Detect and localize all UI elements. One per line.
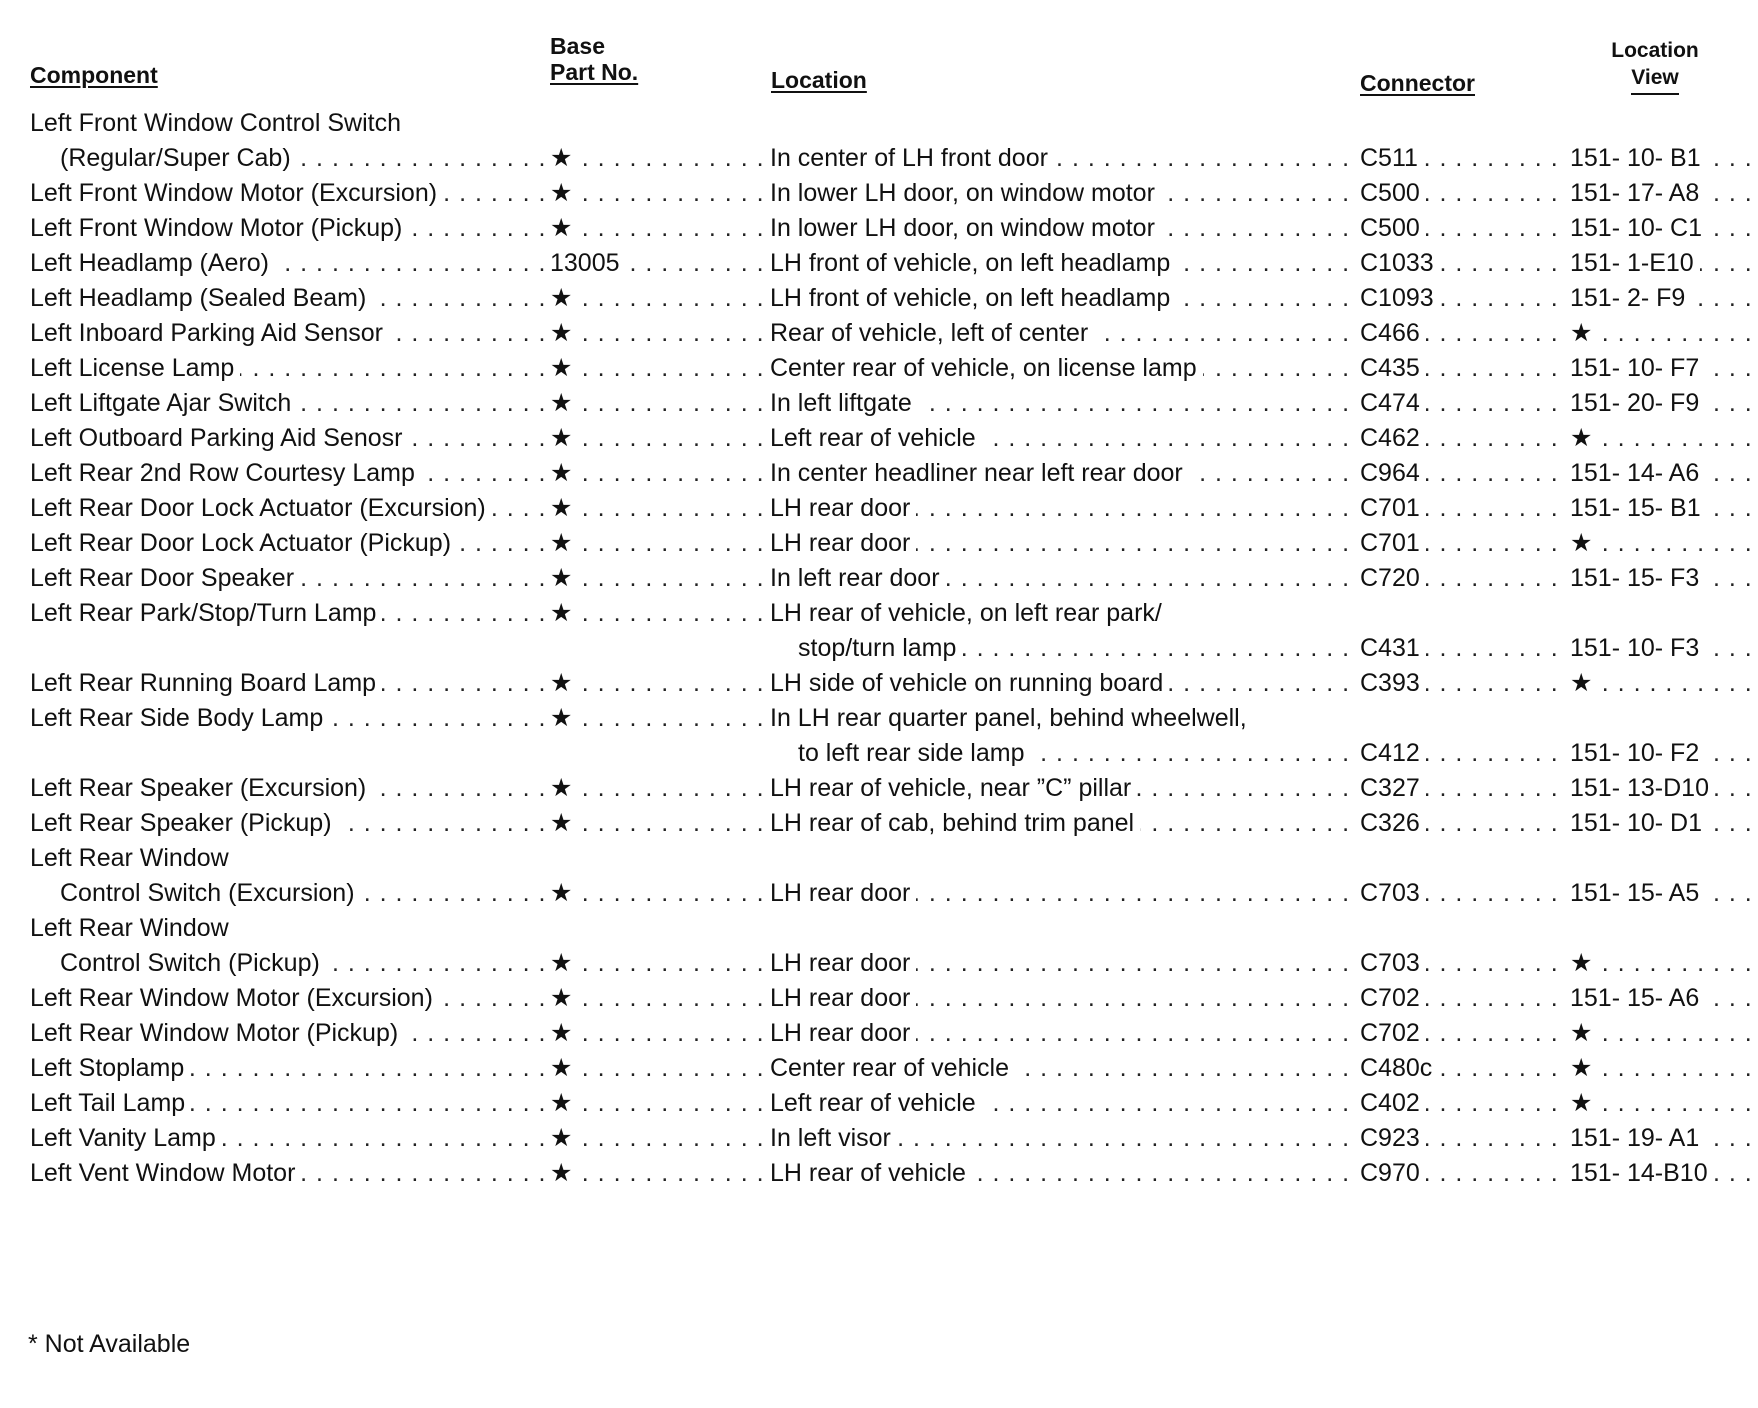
location-cell [770,1121,1350,1155]
location-view-cell [1570,981,1758,1015]
connector-cell-text: C431 [1360,634,1426,662]
location-view-cell-text: ★ [1570,1054,1598,1082]
component-cell [30,106,550,140]
component-cell [30,771,550,805]
location-view-cell-text: 151- 19- A1 [1570,1124,1705,1152]
location-cell-text: In left visor [770,1124,897,1152]
connector-cell-text: C1033 [1360,249,1440,277]
location-cell-text: LH rear door [770,984,916,1012]
base-part-cell [550,1156,762,1190]
location-cell-text: Left rear of vehicle [770,1089,982,1117]
component-cell [30,561,550,595]
location-cell [770,351,1350,385]
location-cell [770,596,1350,630]
component-cell-text: Left Headlamp (Aero) [30,249,275,277]
component-cell-text: Left Rear Door Speaker [30,564,300,592]
location-cell-text: LH rear door [770,1019,916,1047]
connector-cell-text: C703 [1360,879,1426,907]
location-view-cell [1570,211,1758,245]
location-cell [770,981,1350,1015]
component-cell [30,596,550,630]
location-cell [770,141,1350,175]
location-view-cell [1570,1016,1758,1050]
base-part-cell-text: ★ [550,1159,578,1187]
location-view-cell [1570,876,1758,910]
component-cell [30,211,550,245]
connector-cell [1360,456,1566,490]
header-location: Location [771,67,867,93]
location-cell [770,1156,1350,1190]
component-cell [30,806,550,840]
base-part-cell [550,421,762,455]
connector-cell [1360,946,1566,980]
connector-cell-text: C1093 [1360,284,1440,312]
component-cell [30,911,550,945]
location-cell [770,1051,1350,1085]
location-cell-text: to left rear side lamp [770,739,1031,767]
location-cell-text: LH rear door [770,949,916,977]
connector-cell-text: C500 [1360,179,1426,207]
location-view-cell [1570,771,1758,805]
component-cell-text: Left Front Window Motor (Pickup) [30,214,408,242]
location-view-cell-text: 151- 14- A6 [1570,459,1705,487]
base-part-cell-text: ★ [550,214,578,242]
connector-cell-text: C701 [1360,529,1426,557]
connector-cell [1360,1016,1566,1050]
connector-cell [1360,246,1566,280]
connector-cell-text: C402 [1360,1089,1426,1117]
location-cell [770,176,1350,210]
component-cell-text: Left Rear Side Body Lamp [30,704,329,732]
component-cell-text: Control Switch (Pickup) [30,949,326,977]
base-part-cell-text: ★ [550,599,578,627]
location-view-cell-text: 151- 14-B10 [1570,1159,1714,1187]
connector-cell-text: C462 [1360,424,1426,452]
base-part-cell-text: ★ [550,879,578,907]
location-view-cell [1570,1051,1758,1085]
location-view-cell [1570,806,1758,840]
connector-cell-text: C474 [1360,389,1426,417]
base-part-cell [550,456,762,490]
location-cell [770,631,1350,665]
location-view-cell-text: 151- 10- B1 [1570,144,1707,172]
base-part-cell [550,701,762,735]
location-cell [770,526,1350,560]
connector-cell [1360,876,1566,910]
base-part-cell [550,141,762,175]
base-part-cell [550,981,762,1015]
component-cell-text: Left Front Window Control Switch [30,109,407,137]
component-cell-text: Left Stoplamp [30,1054,190,1082]
connector-cell [1360,491,1566,525]
base-part-cell-text: ★ [550,144,578,172]
component-cell-text: Left Rear Park/Stop/Turn Lamp [30,599,382,627]
location-cell-text: Center rear of vehicle [770,1054,1015,1082]
component-cell-text: Left Inboard Parking Aid Sensor [30,319,389,347]
base-part-cell [550,281,762,315]
component-cell [30,281,550,315]
location-cell [770,421,1350,455]
location-cell [770,1016,1350,1050]
location-view-cell [1570,631,1758,665]
location-cell-text: In lower LH door, on window motor [770,214,1161,242]
connector-cell-text: C923 [1360,1124,1426,1152]
component-cell-text: Left Liftgate Ajar Switch [30,389,297,417]
header-base-line2: Part No. [550,59,639,85]
header-component: Component [30,62,158,88]
component-cell [30,666,550,700]
location-view-cell [1570,1156,1758,1190]
component-cell-text: Left Rear Window Motor (Pickup) [30,1019,404,1047]
base-part-cell [550,1086,762,1120]
component-cell-text: Left Rear Window [30,914,235,942]
location-cell-text: LH rear door [770,494,916,522]
connector-cell [1360,421,1566,455]
location-view-cell-text: 151- 15- A5 [1570,879,1705,907]
component-cell [30,1086,550,1120]
connector-cell [1360,561,1566,595]
base-part-cell-text: 13005 [550,249,626,277]
location-view-cell [1570,246,1758,280]
base-part-cell-text: ★ [550,984,578,1012]
location-cell-text: In lower LH door, on window motor [770,179,1161,207]
location-view-cell-text: 151- 17- A8 [1570,179,1705,207]
location-view-cell-text: 151- 13-D10 [1570,774,1715,802]
base-part-cell [550,491,762,525]
component-cell [30,876,550,910]
connector-cell [1360,281,1566,315]
base-part-cell [550,316,762,350]
connector-cell-text: C964 [1360,459,1426,487]
location-view-cell-text: ★ [1570,1089,1598,1117]
component-cell [30,526,550,560]
base-part-cell [550,246,762,280]
connector-cell [1360,1156,1566,1190]
base-part-cell [550,876,762,910]
location-cell [770,946,1350,980]
connector-cell-text: C511 [1360,144,1424,172]
connector-cell-text: C327 [1360,774,1426,802]
location-view-cell-text: 151- 20- F9 [1570,389,1705,417]
base-part-cell-text: ★ [550,284,578,312]
connector-cell-text: C480c [1360,1054,1438,1082]
component-cell-text: Left Rear 2nd Row Courtesy Lamp [30,459,421,487]
location-view-cell [1570,736,1758,770]
location-cell-text: LH rear of cab, behind trim panel [770,809,1140,837]
footnote: * Not Available [28,1330,191,1358]
connector-cell [1360,806,1566,840]
component-cell [30,946,550,980]
component-cell-text: Control Switch (Excursion) [30,879,361,907]
base-part-cell-text: ★ [550,1054,578,1082]
location-view-cell-text: ★ [1570,949,1598,977]
base-part-cell-text: ★ [550,459,578,487]
header-view-line1: Location [1611,39,1699,62]
component-cell [30,981,550,1015]
base-part-cell-text: ★ [550,354,578,382]
location-view-cell-text: 151- 10- F2 [1570,739,1705,767]
connector-cell [1360,386,1566,420]
connector-cell [1360,526,1566,560]
location-view-cell [1570,491,1758,525]
base-part-cell-text: ★ [550,809,578,837]
base-part-cell [550,946,762,980]
component-cell-text: Left Front Window Motor (Excursion) [30,179,443,207]
location-cell [770,386,1350,420]
component-cell [30,1156,550,1190]
location-view-cell [1570,351,1758,385]
component-cell [30,841,550,875]
component-cell-text: Left License Lamp [30,354,240,382]
location-cell-text: LH front of vehicle, on left headlamp [770,284,1176,312]
component-cell-text: Left Rear Door Lock Actuator (Excursion) [30,494,492,522]
base-part-cell-text: ★ [550,389,578,417]
location-cell [770,561,1350,595]
base-part-cell-text: ★ [550,774,578,802]
connector-cell [1360,141,1566,175]
connector-cell-text: C500 [1360,214,1426,242]
component-cell [30,1051,550,1085]
base-part-cell-text: ★ [550,669,578,697]
component-cell-text: Left Rear Window Motor (Excursion) [30,984,439,1012]
location-view-cell [1570,1086,1758,1120]
component-cell-text: Left Rear Running Board Lamp [30,669,382,697]
location-cell-text: In center headliner near left rear door [770,459,1189,487]
location-view-cell [1570,946,1758,980]
connector-cell [1360,1086,1566,1120]
location-cell-text: LH front of vehicle, on left headlamp [770,249,1176,277]
location-view-cell [1570,281,1758,315]
component-cell-text: Left Outboard Parking Aid Senosr [30,424,408,452]
header-connector: Connector [1360,70,1475,96]
connector-cell-text: C701 [1360,494,1426,522]
connector-cell [1360,1051,1566,1085]
location-view-cell [1570,561,1758,595]
component-cell [30,176,550,210]
location-view-cell [1570,666,1758,700]
location-cell [770,806,1350,840]
component-cell [30,456,550,490]
location-cell [770,316,1350,350]
component-cell [30,351,550,385]
connector-cell [1360,981,1566,1015]
component-cell-text: Left Headlamp (Sealed Beam) [30,284,372,312]
base-part-cell-text: ★ [550,949,578,977]
base-part-cell-text: ★ [550,529,578,557]
location-view-cell-text: 151- 2- F9 [1570,284,1691,312]
component-cell [30,701,550,735]
location-cell [770,666,1350,700]
location-view-cell-text: 151- 15- A6 [1570,984,1705,1012]
component-cell [30,421,550,455]
base-part-cell [550,561,762,595]
location-view-cell [1570,386,1758,420]
connector-cell-text: C412 [1360,739,1426,767]
connector-cell [1360,771,1566,805]
base-part-cell [550,351,762,385]
connector-cell-text: C393 [1360,669,1426,697]
location-cell-text: LH rear door [770,529,916,557]
location-view-cell-text: 151- 10- F3 [1570,634,1705,662]
base-part-cell [550,526,762,560]
header-base-line1: Base [550,33,605,59]
component-cell-text: Left Vent Window Motor [30,1159,301,1187]
component-cell-text: Left Rear Speaker (Excursion) [30,774,372,802]
connector-cell [1360,211,1566,245]
location-view-cell-text: 151- 15- B1 [1570,494,1707,522]
location-view-cell [1570,526,1758,560]
location-cell-text: LH rear door [770,879,916,907]
connector-cell [1360,631,1566,665]
location-cell-text: In center of LH front door [770,144,1054,172]
location-cell [770,211,1350,245]
location-view-cell-text: 151- 10- F7 [1570,354,1705,382]
base-part-cell-text: ★ [550,1124,578,1152]
component-cell [30,1016,550,1050]
base-part-cell-text: ★ [550,179,578,207]
location-cell-text: LH rear of vehicle, on left rear park/ [770,599,1168,627]
location-cell-text: Center rear of vehicle, on license lamp [770,354,1203,382]
base-part-cell [550,806,762,840]
location-view-cell [1570,176,1758,210]
base-part-cell-text: ★ [550,494,578,522]
location-view-cell [1570,421,1758,455]
location-cell-text: LH side of vehicle on running board [770,669,1169,697]
component-cell [30,316,550,350]
connector-cell-text: C970 [1360,1159,1426,1187]
base-part-cell [550,176,762,210]
base-part-cell-text: ★ [550,1019,578,1047]
connector-cell [1360,736,1566,770]
connector-cell [1360,1121,1566,1155]
connector-cell-text: C466 [1360,319,1426,347]
base-part-cell-text: ★ [550,704,578,732]
connector-cell-text: C702 [1360,984,1426,1012]
component-cell [30,491,550,525]
location-cell-text: LH rear of vehicle, near ”C” pillar [770,774,1137,802]
location-cell-text: In left rear door [770,564,946,592]
location-cell-text: Left rear of vehicle [770,424,982,452]
location-view-cell-text: ★ [1570,529,1598,557]
location-view-cell-text: 151- 10- C1 [1570,214,1708,242]
connector-cell [1360,351,1566,385]
location-cell [770,281,1350,315]
connector-cell [1360,176,1566,210]
base-part-cell-text: ★ [550,424,578,452]
component-cell [30,141,550,175]
location-view-cell [1570,141,1758,175]
connector-cell-text: C435 [1360,354,1426,382]
component-cell-text: Left Vanity Lamp [30,1124,222,1152]
header-location-view [1580,37,1730,95]
component-cell-text: Left Rear Window [30,844,235,872]
location-view-cell-text: 151- 1-E10 [1570,249,1700,277]
component-cell [30,1121,550,1155]
component-cell-text: Left Rear Speaker (Pickup) [30,809,338,837]
header-view-line2: View [1631,64,1678,95]
base-part-cell [550,1016,762,1050]
component-cell [30,386,550,420]
base-part-cell [550,386,762,420]
component-cell [30,246,550,280]
location-cell [770,736,1350,770]
location-cell-text: LH rear of vehicle [770,1159,972,1187]
location-view-cell-text: ★ [1570,319,1598,347]
location-cell [770,1086,1350,1120]
base-part-cell [550,666,762,700]
location-cell [770,701,1350,735]
location-view-cell-text: ★ [1570,669,1598,697]
base-part-cell-text: ★ [550,319,578,347]
location-cell [770,771,1350,805]
location-view-cell [1570,316,1758,350]
location-cell [770,876,1350,910]
base-part-cell [550,771,762,805]
component-cell-text: Left Rear Door Lock Actuator (Pickup) [30,529,457,557]
connector-cell-text: C703 [1360,949,1426,977]
location-cell-text: stop/turn lamp [770,634,962,662]
component-cell-text: Left Tail Lamp [30,1089,191,1117]
location-view-cell [1570,1121,1758,1155]
location-cell-text: In left liftgate [770,389,918,417]
connector-cell-text: C702 [1360,1019,1426,1047]
connector-cell-text: C326 [1360,809,1426,837]
connector-cell-text: C720 [1360,564,1426,592]
base-part-cell [550,596,762,630]
location-cell [770,456,1350,490]
location-cell-text: Rear of vehicle, left of center [770,319,1094,347]
location-view-cell-text: ★ [1570,1019,1598,1047]
header-base-part-no [550,33,638,85]
connector-cell [1360,666,1566,700]
location-view-cell-text: 151- 10- D1 [1570,809,1708,837]
base-part-cell [550,211,762,245]
location-cell [770,491,1350,525]
location-view-cell-text: 151- 15- F3 [1570,564,1705,592]
location-view-cell [1570,456,1758,490]
component-cell-text: (Regular/Super Cab) [30,144,297,172]
base-part-cell [550,1121,762,1155]
location-cell [770,246,1350,280]
location-view-cell-text: ★ [1570,424,1598,452]
base-part-cell [550,1051,762,1085]
location-cell-text: In LH rear quarter panel, behind wheelwell, [770,704,1253,732]
base-part-cell-text: ★ [550,1089,578,1117]
base-part-cell-text: ★ [550,564,578,592]
connector-cell [1360,316,1566,350]
